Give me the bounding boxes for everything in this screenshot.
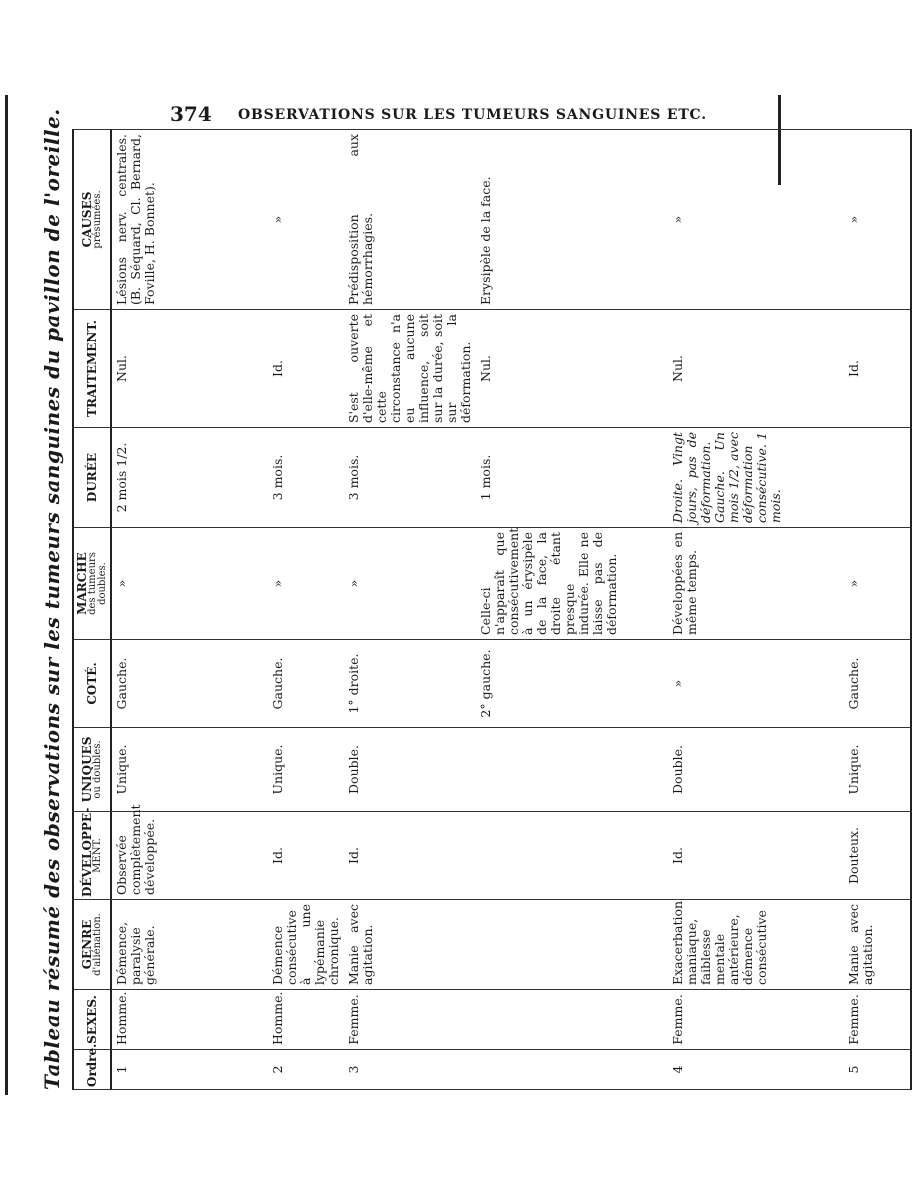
cell-ordre	[476, 1050, 668, 1090]
cell-sexe: Femme.	[344, 990, 476, 1050]
cell-cote: Gauche.	[268, 640, 344, 728]
cell-duree: Droite. Vingt jours, pas de déformation. Gauche. Un mois 1/2, avec déformation consécutive. 1 mois.	[668, 428, 844, 528]
column-header-marche: MARCHE des tumeurs doubles.	[73, 528, 111, 640]
cell-developpement: Observée complètement développée.	[111, 812, 268, 900]
cell-developpement: Douteux.	[844, 812, 911, 900]
table-caption: Tableau résumé des observations sur les tumeurs sanguines du pavillon de l'oreille.	[40, 108, 64, 1090]
cell-uniques: Double.	[344, 728, 476, 812]
cell-traitement: Id.	[844, 310, 911, 428]
column-header-ordre: Ordre.	[73, 1050, 111, 1090]
cell-uniques: Unique.	[111, 728, 268, 812]
cell-causes: »	[668, 130, 844, 310]
cell-genre: Démence consécutive à une lypémanie chronique.	[268, 900, 344, 990]
cell-ordre: 4	[668, 1050, 844, 1090]
cell-genre: Exacerbation maniaque, faiblesse mentale antérieure, démence consécutive	[668, 900, 844, 990]
table-header-row	[73, 130, 111, 1090]
cell-sexe: Homme.	[268, 990, 344, 1050]
table-row	[844, 130, 911, 1090]
cell-marche: »	[111, 528, 268, 640]
column-header-cote: COTÉ.	[73, 640, 111, 728]
cell-ordre: 2	[268, 1050, 344, 1090]
cell-causes: Erysipèle de la face.	[476, 130, 668, 310]
cell-marche: Développées en même temps.	[668, 528, 844, 640]
cell-genre: Manie avec agitation.	[344, 900, 476, 990]
cell-marche: »	[268, 528, 344, 640]
cell-sexe	[476, 990, 668, 1050]
cell-uniques: Unique.	[268, 728, 344, 812]
cell-marche: »	[844, 528, 911, 640]
cell-sexe: Homme.	[111, 990, 268, 1050]
page-edge-rule	[5, 95, 8, 1095]
cell-sexe: Femme.	[668, 990, 844, 1050]
cell-causes: »	[268, 130, 344, 310]
table-row	[268, 130, 344, 1090]
cell-uniques: Unique.	[844, 728, 911, 812]
cell-developpement: Id.	[668, 812, 844, 900]
cell-duree: 2 mois 1/2.	[111, 428, 268, 528]
cell-duree	[844, 428, 911, 528]
cell-cote: Gauche.	[844, 640, 911, 728]
table-row	[344, 130, 476, 1090]
cell-genre	[476, 900, 668, 990]
cell-traitement: S'est ouverte d'elle-même et cette circonstance n'a eu aucune influence, soit sur la durée, soit sur la déformation.	[344, 310, 476, 428]
cell-duree: 1 mois.	[476, 428, 668, 528]
table-row	[111, 130, 268, 1090]
cell-causes: Lésions nerv. centrales. (B. Séquard, Cl. Bernard, Foville, H. Bonnet).	[111, 130, 268, 310]
cell-genre: Démence, paralysie générale.	[111, 900, 268, 990]
column-header-developpement: DÉVELOPPE- MENT.	[73, 812, 111, 900]
cell-traitement: Nul.	[476, 310, 668, 428]
table-row	[476, 130, 668, 1090]
cell-marche: »	[344, 528, 476, 640]
cell-causes: Prédisposition aux hémorrhagies.	[344, 130, 476, 310]
cell-causes: »	[844, 130, 911, 310]
column-header-causes: CAUSES présumées.	[73, 130, 111, 310]
column-header-genre: GENRE d'aliénation.	[73, 900, 111, 990]
cell-duree: 3 mois.	[268, 428, 344, 528]
cell-uniques: Double.	[668, 728, 844, 812]
running-title: OBSERVATIONS SUR LES TUMEURS SANGUINES ETC.	[238, 107, 707, 123]
cell-uniques	[476, 728, 668, 812]
cell-ordre: 5	[844, 1050, 911, 1090]
cell-traitement: Nul.	[668, 310, 844, 428]
cell-traitement: Nul.	[111, 310, 268, 428]
cell-developpement: Id.	[268, 812, 344, 900]
cell-developpement: Id.	[344, 812, 476, 900]
cell-ordre: 3	[344, 1050, 476, 1090]
column-header-sexes: SEXES.	[73, 990, 111, 1050]
cell-cote: »	[668, 640, 844, 728]
cell-traitement: Id.	[268, 310, 344, 428]
column-header-traitement: TRAITEMENT.	[73, 310, 111, 428]
column-header-uniques: UNIQUES ou doubles.	[73, 728, 111, 812]
cell-cote: 1° droite.	[344, 640, 476, 728]
cell-duree: 3 mois.	[344, 428, 476, 528]
column-header-duree: DURÉE	[73, 428, 111, 528]
cell-cote: Gauche.	[111, 640, 268, 728]
cell-cote: 2° gauche.	[476, 640, 668, 728]
observations-table	[72, 129, 912, 1090]
cell-ordre: 1	[111, 1050, 268, 1090]
table-row	[668, 130, 844, 1090]
page-number: 374	[170, 102, 212, 126]
cell-sexe: Femme.	[844, 990, 911, 1050]
cell-developpement	[476, 812, 668, 900]
cell-genre: Manie avec agitation.	[844, 900, 911, 990]
page-header	[170, 102, 770, 130]
cell-marche: Celle-ci n'apparaît que consécutivement à un érysipèle de la face, la droite étant presque indurée. Elle ne laisse pas de déformation.	[476, 528, 668, 640]
